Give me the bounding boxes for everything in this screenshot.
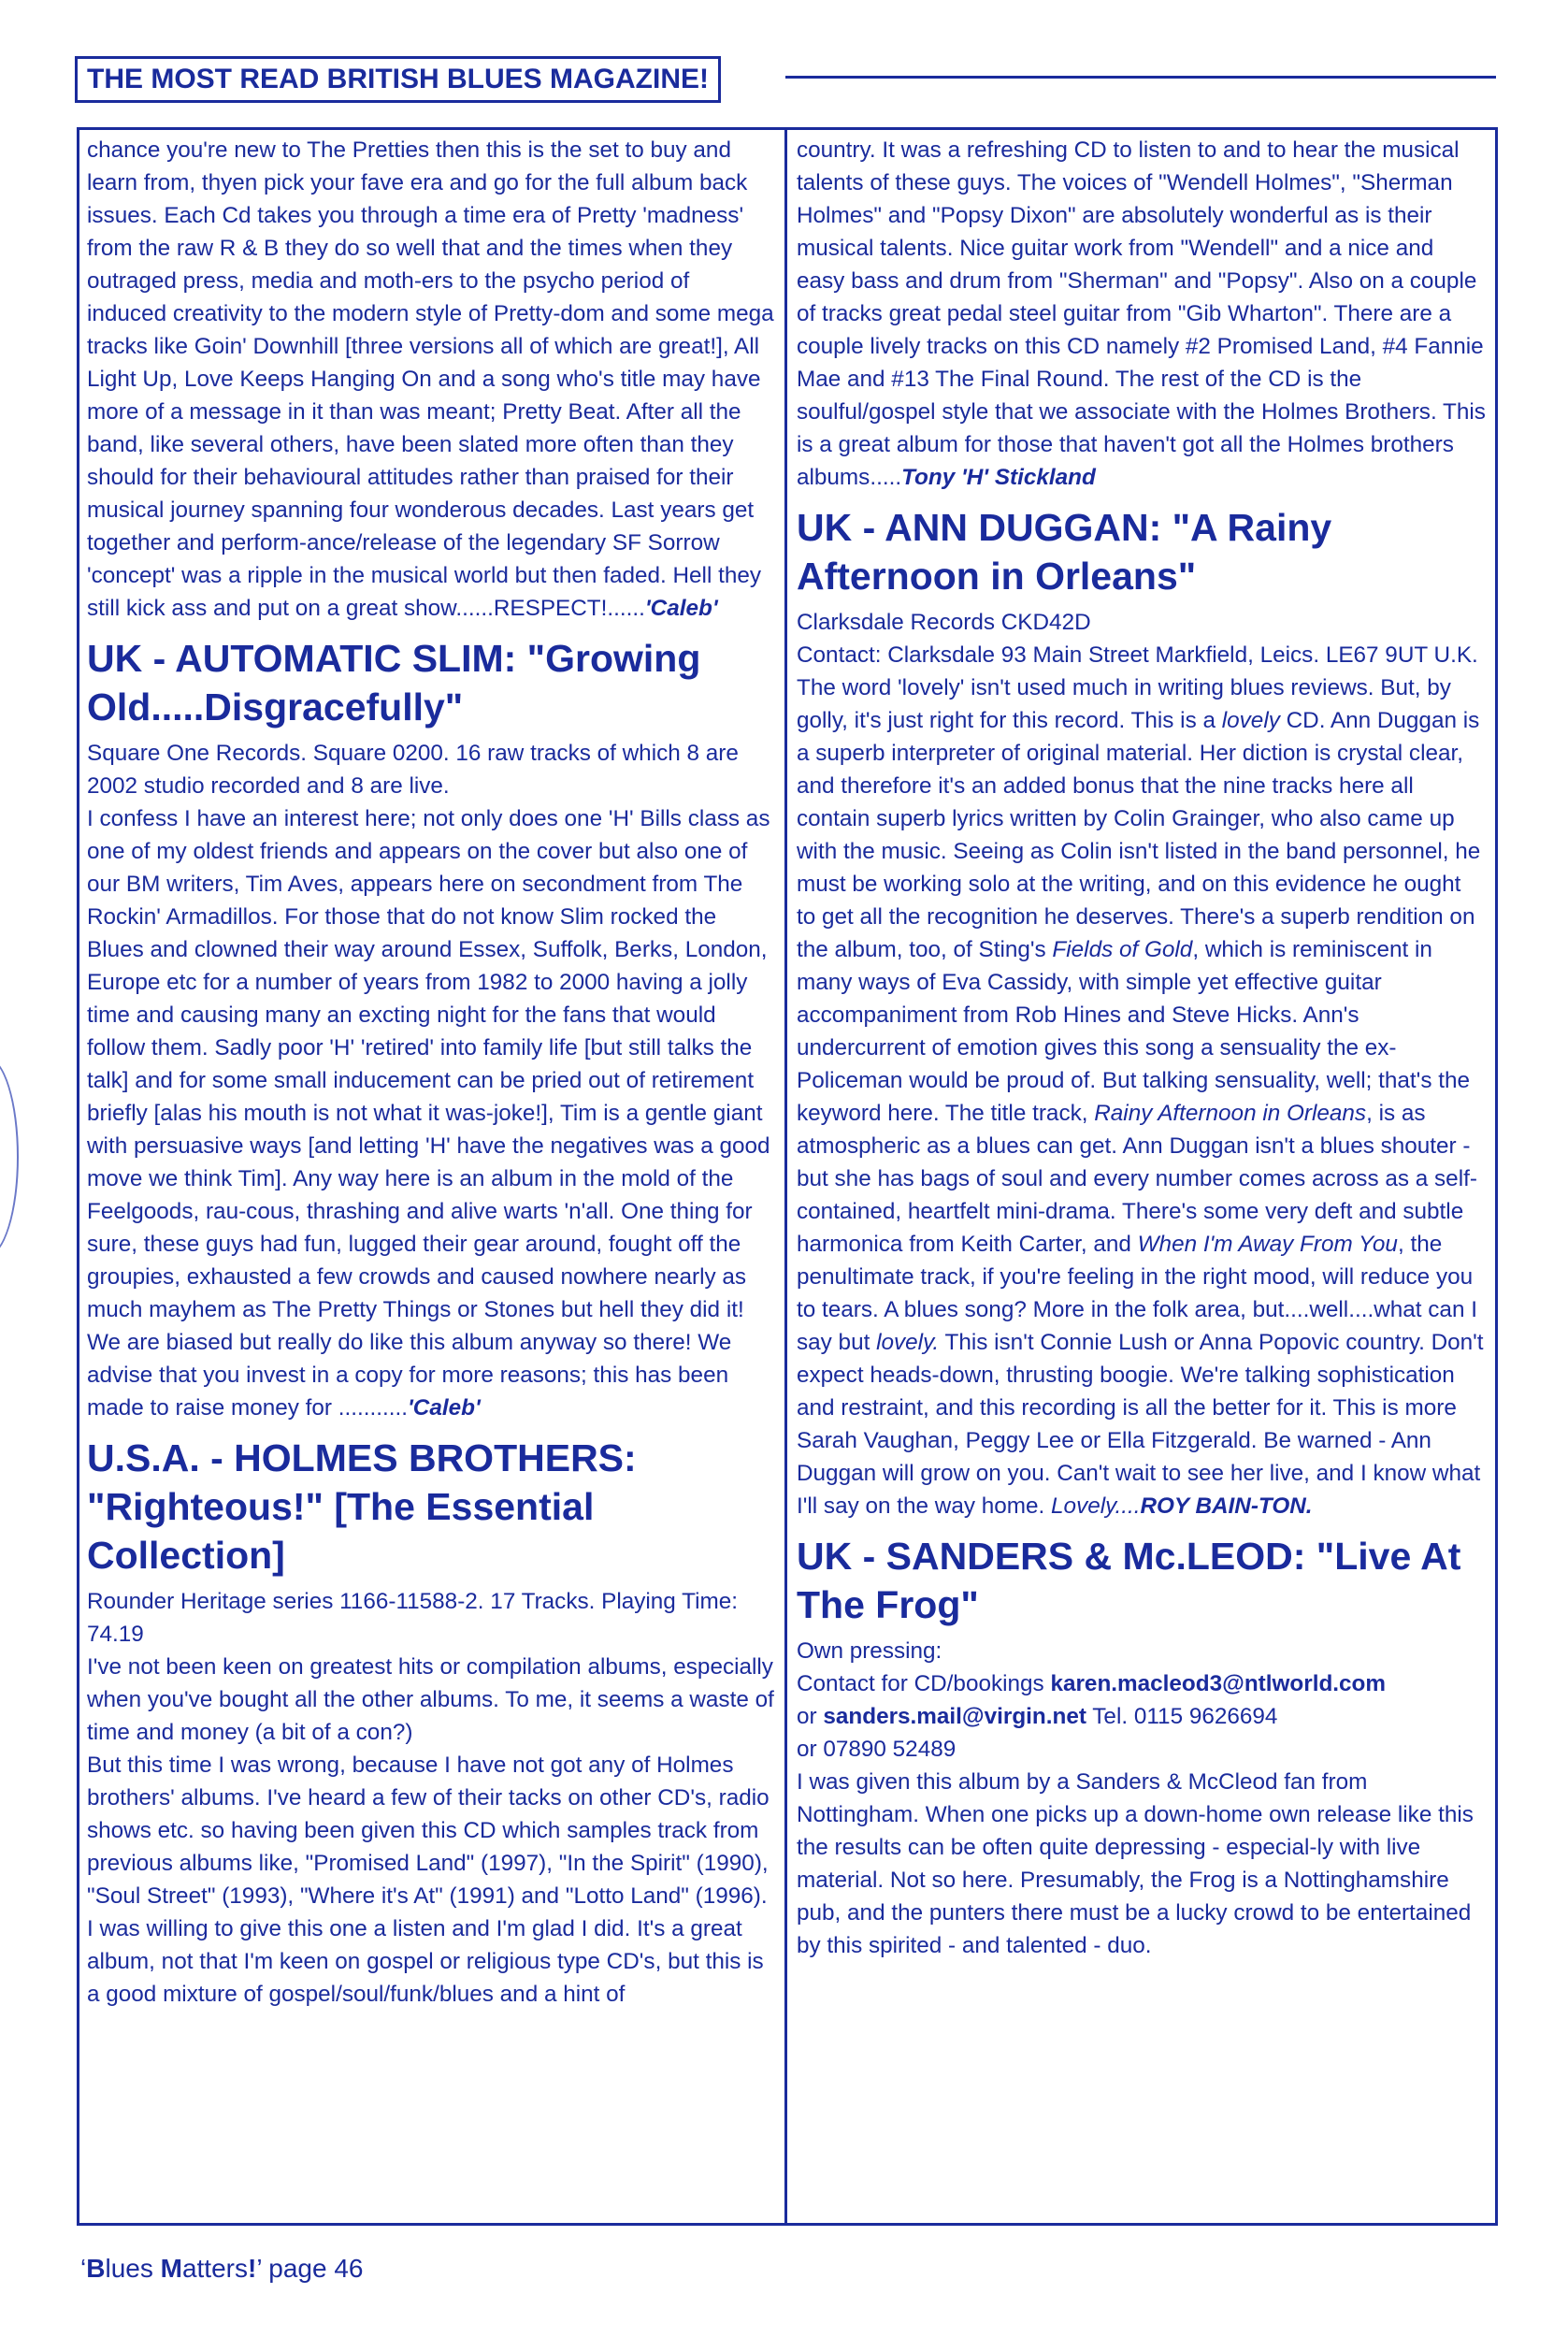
- continued-paragraph: country. It was a refreshing CD to listen to and to hear the musical talents of these guys. The voices of "Wendell Holmes", "Sherman Holmes" and "Popsy Dixon" are absolutely wonderful as is their musical talents. Nice guitar work from "Wendell" and a nice and easy bass and drum from "Sherman" and "Popsy". Also on a couple of tracks great pedal steel guitar from "Gib Wharton". There are a couple lively tracks on this CD namely #2 Promised Land, #4 Fannie Mae and #13 The Final Round. The rest of the CD is the soulful/gospel style that we associate with the Holmes Brothers. This is a great album for those that haven't got all the Holmes brothers albums.....Tony 'H' Stickland: [797, 137, 1486, 490]
- intro-signature: 'Caleb': [644, 596, 718, 621]
- review-body: I've not been keen on greatest hits or compilation albums, especially when you've bought all the other albums. To me, it seems a waste of time and money (a bit of a con?): [87, 1654, 774, 1745]
- article-columns: [77, 127, 1498, 2226]
- contact-line: or sanders.mail@virgin.net Tel. 0115 9626694: [797, 1704, 1278, 1729]
- masthead-rule: [785, 76, 1496, 79]
- review-info: Rounder Heritage series 1166-11588-2. 17 Tracks. Playing Time: 74.19: [87, 1589, 738, 1647]
- email-link: sanders.mail@virgin.net: [823, 1704, 1086, 1729]
- binding-hole-mark: [0, 1057, 19, 1257]
- left-column: [79, 130, 787, 2223]
- review-heading-automatic-slim: UK - AUTOMATIC SLIM: "Growing Old.....Disgracefully": [87, 637, 701, 729]
- review-body: I confess I have an interest here; not only does one 'H' Bills class as one of my oldest friends and appears on the cover but also one of our BM writers, Tim Aves, appears here on secondment from The Rockin' Armadillos. For those that do not know Slim rocked the Blues and clowned their way around Essex, Suffolk, Berks, London, Europe etc for a number of years from 1982 to 2000 having a jolly time and causing many an excting night for the fans that would follow them. Sadly poor 'H' 'retired' into family life [but still talks the talk] and for some small inducement can be pried out of retirement briefly [alas his mouth is not what it was-joke!], Tim is a gentle giant with persuasive ways [and letting 'H' have the negatives was a good move we think Tim]. Any way here is an album in the mold of the Feelgoods, rau-cous, thrashing and alive warts 'n'all. One thing for sure, these guys had fun, lugged their gear around, fought off the groupies, exhausted a few crowds and caused nowhere nearly as much mayhem as The Pretty Things or Stones but hell they did it! We are biased but really do like this album anyway so there! We advise that you invest in a copy for more reasons; this has been made to raise money for ...........'Caleb': [87, 806, 770, 1421]
- contact-line: or 07890 52489: [797, 1737, 957, 1762]
- masthead: [75, 56, 1496, 99]
- page-footer: ‘Blues Matters!’ page 46: [80, 2254, 364, 2283]
- email-link: karen.macleod3@ntlworld.com: [1050, 1671, 1386, 1696]
- review-body: Contact: Clarksdale 93 Main Street Markfield, Leics. LE67 9UT U.K. The word 'lovely' isn't used much in writing blues reviews. But, by golly, it's just right for this record. This is a lovely CD. Ann Duggan is a superb interpreter of original material. Her diction is crystal clear, and therefore it's an added bonus that the nine tracks here all contain superb lyrics written by Colin Grainger, who also came up with the music. Seeing as Colin isn't listed in the band personnel, he must be working solo at the writing, and on this evidence he ought to get all the recognition he deserves. There's a superb rendition on the album, too, of Sting's Fields of Gold, which is reminiscent in many ways of Eva Cassidy, with simple yet effective guitar accompaniment from Rob Hines and Steve Hicks. Ann's undercurrent of emotion gives this song a sensuality the ex-Policeman would be proud of. But talking sensuality, well; that's the keyword here. The title track, Rainy Afternoon in Orleans, is as atmospheric as a blues can get. Ann Duggan isn't a blues shouter - but she has bags of soul and every number comes across as a self-contained, heartfelt mini-drama. There's some very deft and subtle harmonica from Keith Carter, and When I'm Away From You, the penultimate track, if you're feeling in the right mood, will reduce you to tears. A blues song? More in the folk area, but....well....what can I say but lovely. This isn't Connie Lush or Anna Popovic country. Don't expect heads-down, thrusting boogie. We're talking sophistication and restraint, and this recording is all the better for it. This is more Sarah Vaughan, Peggy Lee or Ella Fitzgerald. Be warned - Ann Duggan will grow on you. Can't wait to see her live, and I know what I'll say on the way home. Lovely....ROY BAIN-TON.: [797, 642, 1484, 1519]
- review-signature: Tony 'H' Stickland: [901, 465, 1096, 490]
- review-heading-holmes-brothers: U.S.A. - HOLMES BROTHERS: "Righteous!" [The Essential Collection]: [87, 1436, 637, 1577]
- review-label: Clarksdale Records CKD42D: [797, 610, 1091, 635]
- review-signature: 'Caleb': [408, 1395, 481, 1421]
- review-heading-ann-duggan: UK - ANN DUGGAN: "A Rainy Afternoon in Orleans": [797, 506, 1332, 598]
- review-heading-sanders-mcleod: UK - SANDERS & Mc.LEOD: "Live At The Frog": [797, 1535, 1461, 1626]
- masthead-title: THE MOST READ BRITISH BLUES MAGAZINE!: [75, 56, 721, 103]
- review-label: Own pressing:: [797, 1638, 942, 1664]
- review-body: I was given this album by a Sanders & McCleod fan from Nottingham. When one picks up a down-home own release like this the results can be often quite depressing - especial-ly with live material. Not so here. Presumably, the Frog is a Nottinghamshire pub, and the punters there must be a lucky crowd to be entertained by this spirited - and talented - duo.: [797, 1769, 1474, 1958]
- contact-line: Contact for CD/bookings karen.macleod3@ntlworld.com: [797, 1671, 1386, 1696]
- review-body: But this time I was wrong, because I have not got any of Holmes brothers' albums. I've heard a few of their tacks on other CD's, radio shows etc. so having been given this CD which samples track from previous albums like, "Promised Land" (1997), "In the Spirit" (1990), "Soul Street" (1993), "Where it's At" (1991) and "Lotto Land" (1996). I was willing to give this one a listen and I'm glad I did. It's a great album, not that I'm keen on gospel or religious type CD's, but this is a good mixture of gospel/soul/funk/blues and a hint of: [87, 1753, 770, 2007]
- review-info: Square One Records. Square 0200. 16 raw tracks of which 8 are 2002 studio recorded and 8 are live.: [87, 741, 739, 799]
- intro-paragraph: chance you're new to The Pretties then this is the set to buy and learn from, thyen pick your fave era and go for the full album back issues. Each Cd takes you through a time era of Pretty 'madness' from the raw R & B they do so well that and the times when they outraged press, media and moth-ers to the psycho period of induced creativity to the modern style of Pretty-dom and some mega tracks like Goin' Downhill [three versions all of which are great!], All Light Up, Love Keeps Hanging On and a song who's title may have more of a message in it than was meant; Pretty Beat. After all the band, like several others, have been slated more often than they should for their behavioural attitudes rather than praised for their musical journey spanning four wonderous decades. Last years get together and perform-ance/release of the legendary SF Sorrow 'concept' was a ripple in the musical world but then faded. Hell they still kick ass and put on a great show......RESPECT!......'Caleb': [87, 137, 774, 621]
- right-column: [787, 130, 1495, 2223]
- review-signature: ROY BAIN-TON.: [1140, 1493, 1313, 1519]
